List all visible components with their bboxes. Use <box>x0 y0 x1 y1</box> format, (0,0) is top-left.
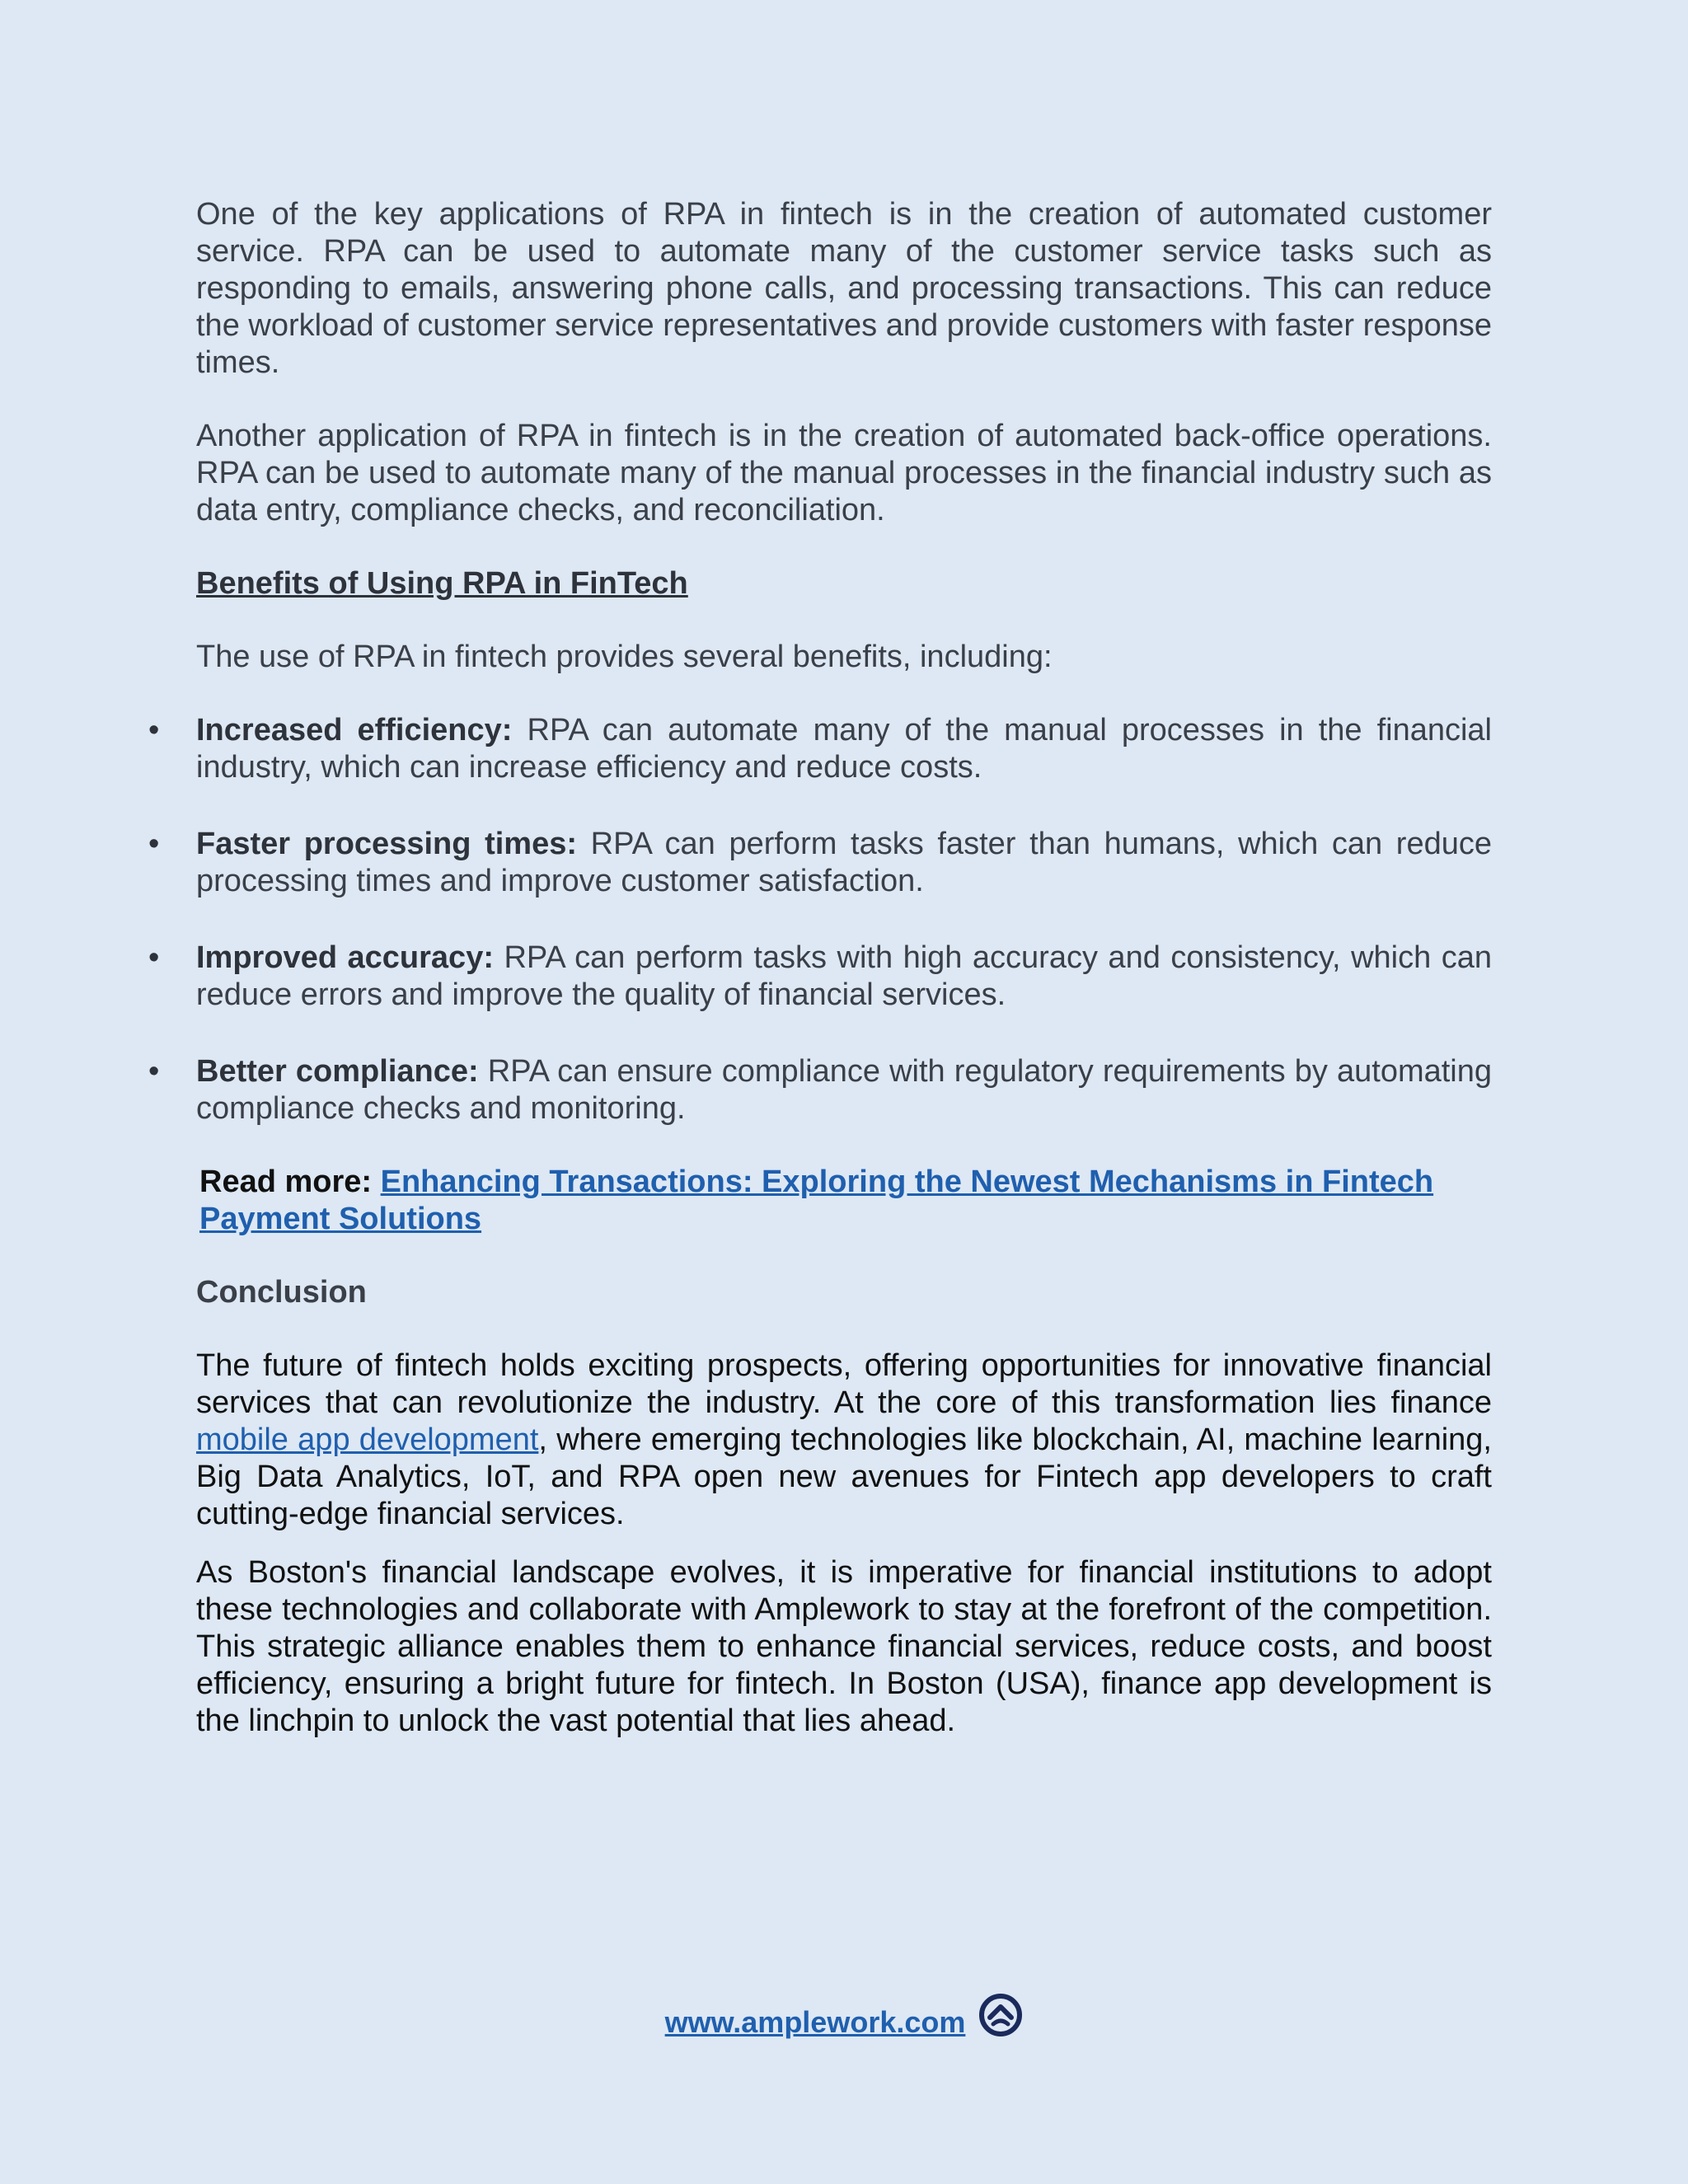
website-link[interactable]: www.amplework.com <box>664 2005 966 2039</box>
benefit-title: Faster processing times: <box>196 827 578 861</box>
conclusion-paragraph-2: As Boston's financial landscape evolves, it is imperative for financial institutions to adopt these technologies and collaborate with Amplework to stay at the forefront of the competition. This strategic alliance enables them to enhance financial services, reduce costs, and boost efficiency, ensuring a bright future for fintech. In Boston (USA), finance app development is the linchpin to unlock the vast potential that lies ahead. <box>196 1555 1492 1738</box>
read-more <box>196 1164 1492 1238</box>
benefit-text: RPA can perform tasks faster than humans, which can reduce processing times and improve customer satisfaction. <box>196 827 1492 898</box>
read-more-link[interactable]: Enhancing Transactions: Exploring the Newest Mechanisms in Fintech Payment Solutions <box>199 1165 1434 1236</box>
bullet-icon: • <box>148 940 160 975</box>
benefit-text: RPA can ensure compliance with regulatory requirements by automating compliance checks and monitoring. <box>196 1054 1493 1126</box>
mobile-app-development-link[interactable]: mobile app development <box>196 1422 539 1457</box>
paragraph-back-office: Another application of RPA in fintech is in the creation of automated back-office operations. RPA can be used to automate many of the manual processes in the financial industry such as data entry, compliance checks, and reconciliation. <box>196 419 1492 527</box>
benefit-text: RPA can automate many of the manual processes in the financial industry, which can increase efficiency and reduce costs. <box>196 713 1492 785</box>
bullet-icon: • <box>148 827 160 861</box>
conclusion-heading: Conclusion <box>196 1275 367 1310</box>
benefits-list <box>148 712 1493 1127</box>
conclusion-paragraph-1 <box>196 1347 1492 1533</box>
benefit-item-efficiency <box>148 712 1492 786</box>
benefit-item-accuracy <box>148 940 1492 1014</box>
benefit-text: RPA can perform tasks with high accuracy and consistency, which can reduce errors and improve the quality of financial services. <box>196 940 1492 1012</box>
benefits-heading: Benefits of Using RPA in FinTech <box>196 566 688 601</box>
benefit-item-processing <box>148 826 1492 900</box>
bullet-icon: • <box>148 1054 160 1089</box>
bullet-icon: • <box>148 713 160 748</box>
page-footer <box>0 1993 1688 2041</box>
benefit-title: Improved accuracy: <box>196 940 494 975</box>
benefit-item-compliance <box>148 1053 1493 1127</box>
conclusion-text-after-link: , where emerging technologies like blockchain, AI, machine learning, Big Data Analytics, IoT, and RPA open new avenues for Fintech app developers to craft cutting-edge financial services. <box>196 1422 1492 1531</box>
read-more-label: Read more: <box>199 1165 381 1199</box>
amplework-logo-icon <box>978 1993 1023 2037</box>
benefits-intro: The use of RPA in fintech provides several benefits, including: <box>196 640 1053 674</box>
benefit-title: Increased efficiency: <box>196 713 513 748</box>
benefit-title: Better compliance: <box>196 1054 479 1089</box>
paragraph-customer-service: One of the key applications of RPA in fintech is in the creation of automated customer service. RPA can be used to automate many of the customer service tasks such as responding to emails, answering phone calls, and processing transactions. This can reduce the workload of customer service representatives and provide customers with faster response times. <box>196 197 1492 380</box>
conclusion-text-before-link: The future of fintech holds exciting prospects, offering opportunities for innovative financial services that can revolutionize the industry. At the core of this transformation lies finance <box>196 1348 1492 1420</box>
document-page <box>148 196 1493 1740</box>
